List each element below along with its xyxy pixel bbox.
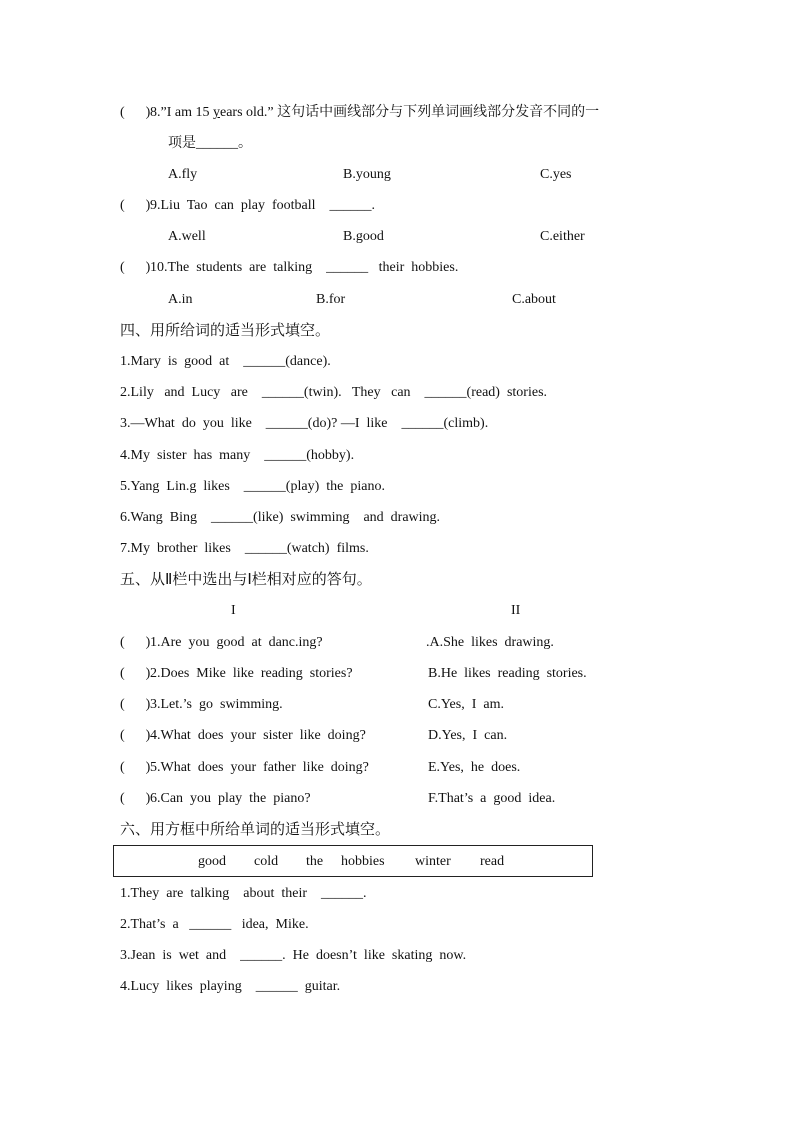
section4-item-4: 4.My sister has many ______(hobby). [120,448,355,463]
q8-stem-underlined: y [212,105,220,120]
section5-paren-6[interactable]: ( ) [120,791,151,806]
word-bank-word-hobbies: hobbies [341,854,385,869]
section5-question-2: 2.Does Mike like reading stories? [150,666,353,681]
section5-paren-4[interactable]: ( ) [120,728,151,743]
section5-answer-a: .A.She likes drawing. [426,635,554,650]
section5-paren-3[interactable]: ( ) [120,697,151,712]
section5-answer-c: C.Yes, I am. [428,697,504,712]
section5-answer-f: F.That’s a good idea. [428,791,556,806]
q10-option-b: B.for [316,292,346,307]
section4-item-2: 2.Lily and Lucy are ______(twin). They can ______(read) stories. [120,385,548,400]
section5-paren-5[interactable]: ( ) [120,760,151,775]
section6-item-4: 4.Lucy likes playing ______ guitar. [120,979,341,994]
section4-heading: 四、用所给词的适当形式填空。 [120,321,331,339]
section4-item-5: 5.Yang Lin.g likes ______(play) the piano. [120,479,385,494]
q9-option-a: A.well [168,229,206,244]
q10-option-c: C.about [512,292,556,307]
q8-stem-continued: 项是______。 [168,136,252,151]
section5-paren-1[interactable]: ( ) [120,635,151,650]
section5-question-1: 1.Are you good at danc.ing? [150,635,323,650]
q8-stem-post: ears old.” 这句话中画线部分与下列单词画线部分发音不同的一 [219,105,600,120]
section4-item-6: 6.Wang Bing ______(like) swimming and drawing. [120,510,441,525]
word-bank-box [113,845,593,877]
q8-stem-pre: 8.”I am 15 [150,105,213,120]
q10-stem: 10.The students are talking ______ their hobbies. [150,260,459,275]
section5-question-3: 3.Let.’s go swimming. [150,697,283,712]
section6-item-2: 2.That’s a ______ idea, Mike. [120,917,309,932]
q10-option-a: A.in [168,292,193,307]
q8-option-b: B.young [343,167,391,182]
section5-question-5: 5.What does your father like doing? [150,760,369,775]
q9-stem: 9.Liu Tao can play football ______. [150,198,376,213]
section5-answer-d: D.Yes, I can. [428,728,508,743]
q8-stem [150,103,599,123]
section4-item-1: 1.Mary is good at ______(dance). [120,354,331,369]
q8-option-c: C.yes [540,167,572,182]
word-bank-word-winter: winter [415,854,451,869]
q10-paren[interactable]: ( ) [120,260,151,275]
section4-item-7: 7.My brother likes ______(watch) films. [120,541,369,556]
q9-paren[interactable]: ( ) [120,198,151,213]
word-bank-word-read: read [480,854,505,869]
section5-question-4: 4.What does your sister like doing? [150,728,366,743]
word-bank-word-cold: cold [254,854,279,869]
section5-column-1-label: I [231,603,236,618]
word-bank-word-the: the [306,854,324,869]
word-bank-word-good: good [198,854,226,869]
section5-column-2-label: II [511,603,521,618]
section6-item-3: 3.Jean is wet and ______. He doesn’t like skating now. [120,948,467,963]
section4-item-3: 3.—What do you like ______(do)? —I like ______(climb). [120,416,489,431]
section6-item-1: 1.They are talking about their ______. [120,886,367,901]
section5-answer-b: B.He likes reading stories. [428,666,587,681]
section5-paren-2[interactable]: ( ) [120,666,151,681]
section5-answer-e: E.Yes, he does. [428,760,521,775]
q9-option-b: B.good [343,229,384,244]
section5-question-6: 6.Can you play the piano? [150,791,311,806]
section5-heading: 五、从Ⅱ栏中选出与Ⅰ栏相对应的答句。 [120,570,372,588]
q9-option-c: C.either [540,229,585,244]
section6-heading: 六、用方框中所给单词的适当形式填空。 [120,820,391,838]
q8-option-a: A.fly [168,167,198,182]
q8-paren[interactable]: ( ) [120,105,151,120]
